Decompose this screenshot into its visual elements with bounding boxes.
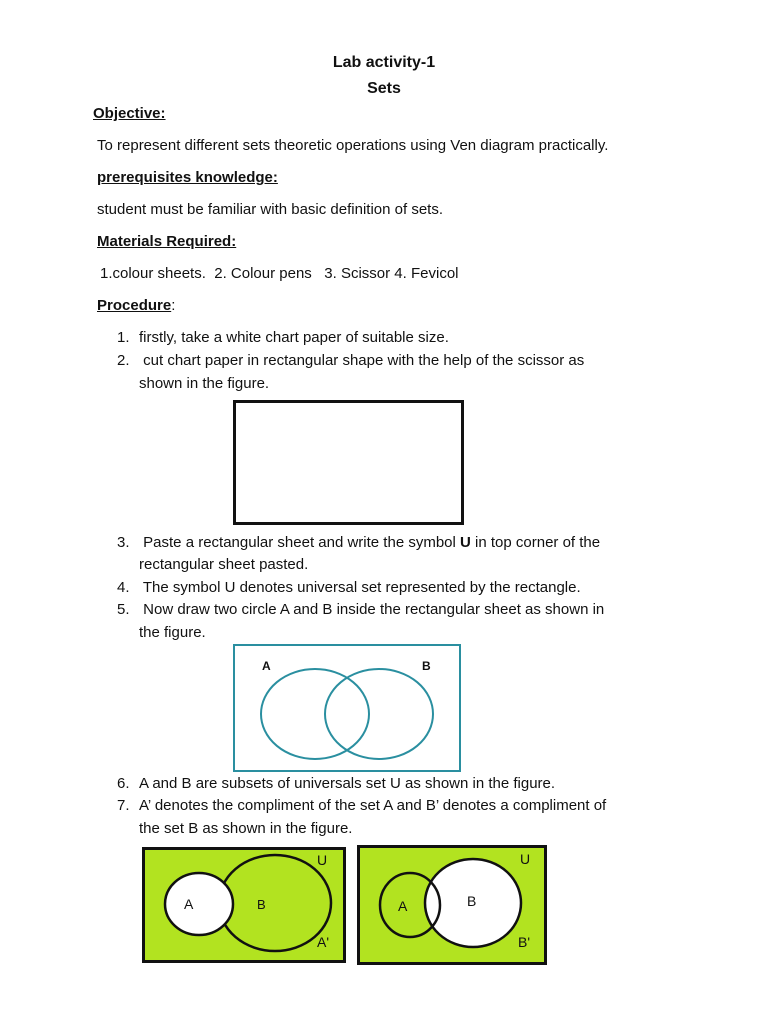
universal-label: U [317, 852, 328, 868]
universal-symbol: U [460, 534, 471, 551]
page-subtitle: Sets [367, 80, 401, 97]
set-a-label: A [398, 898, 408, 914]
step-number: 4. [117, 579, 130, 596]
set-b-label: B [467, 893, 477, 909]
step-text: the set B as shown in the figure. [139, 820, 353, 837]
objective-text: To represent different sets theoretic operations using Ven diagram practically. [97, 137, 609, 154]
step-text: the figure. [139, 624, 206, 641]
materials-heading: Materials Required: [97, 233, 237, 250]
set-a-circle [165, 873, 233, 935]
step-text: rectangular sheet pasted. [139, 556, 309, 573]
rectangle-sheet-figure [233, 400, 465, 526]
step-number: 6. [117, 775, 130, 792]
step-text: A’ denotes the compliment of the set A and B’ denotes a compliment of [139, 797, 607, 814]
step-text: Now draw two circle A and B inside the rectangular sheet as shown in [139, 601, 605, 618]
step-text: firstly, take a white chart paper of suitable size. [139, 329, 449, 346]
objective-heading: Objective: [93, 105, 166, 122]
b-complement-label: B' [518, 934, 531, 950]
step-text-part: Paste a rectangular sheet and write the symbol [139, 534, 461, 551]
prerequisites-heading: prerequisites knowledge: [97, 169, 278, 186]
step-text [139, 534, 600, 552]
prerequisites-text: student must be familiar with basic definition of sets. [97, 201, 443, 218]
procedure-heading [97, 297, 175, 315]
step-number: 5. [117, 601, 130, 618]
venn-diagram-figure [233, 644, 461, 772]
step-text: The symbol U denotes universal set represented by the rectangle. [139, 579, 581, 596]
step-text: cut chart paper in rectangular shape with the help of the scissor as [139, 352, 585, 369]
step-number: 7. [117, 797, 130, 814]
set-b-label: B [422, 659, 431, 673]
complement-b-figure [357, 845, 547, 965]
rectangle-sheet [235, 402, 463, 524]
materials-text: 1.colour sheets. 2. Colour pens 3. Scissor 4. Fevicol [100, 265, 459, 282]
step-text-part: in top corner of the [470, 534, 601, 551]
step-text: A and B are subsets of universals set U as shown in the figure. [139, 775, 556, 792]
step-number: 3. [117, 534, 130, 551]
step-number: 2. [117, 352, 130, 369]
step-text: shown in the figure. [139, 375, 270, 392]
set-a-label: A [262, 659, 271, 673]
page-title: Lab activity-1 [332, 54, 436, 71]
a-complement-label: A' [317, 934, 330, 950]
step-number: 1. [117, 329, 130, 346]
set-a-label: A [184, 896, 194, 912]
universal-label: U [520, 851, 531, 867]
set-b-label: B [257, 897, 266, 912]
complement-a-figure [142, 847, 346, 963]
procedure-heading-label: Procedure [97, 297, 172, 314]
procedure-heading-colon: : [171, 297, 176, 314]
